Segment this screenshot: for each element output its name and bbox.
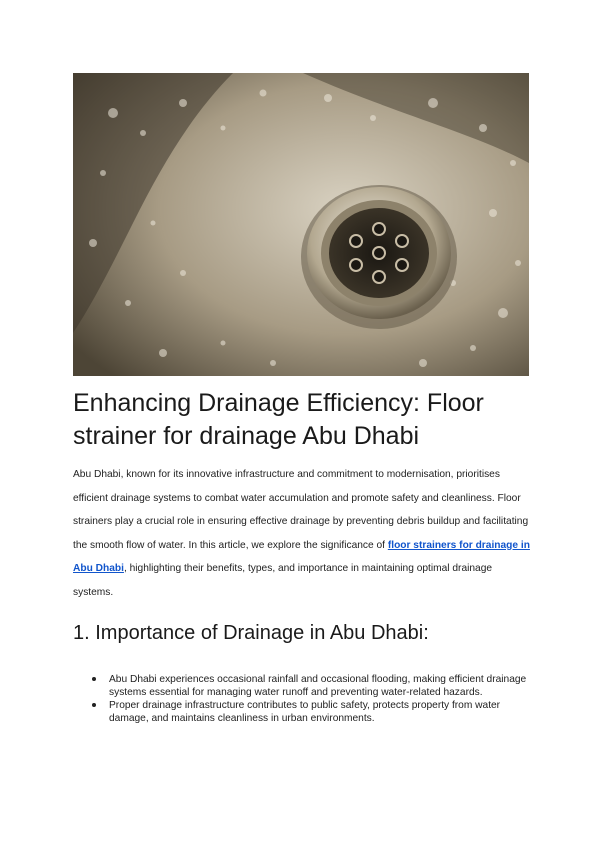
article-intro xyxy=(73,463,535,604)
section-1-bullet-list xyxy=(90,673,530,725)
list-item xyxy=(90,699,530,725)
bullet-icon xyxy=(92,677,96,681)
drain-photo xyxy=(73,73,529,376)
bullet-text: Proper drainage infrastructure contributes to public safety, protects property from water damage, and maintains cleanliness in urban environments. xyxy=(109,700,501,724)
intro-text-before-link: Abu Dhabi, known for its innovative infrastructure and commitment to modernisation, prioritises efficient drainage systems to combat water accumulation and promote safety and cleanliness. Floor strainers play a crucial role in ensuring effective drainage by preventing debris buildup and facilitating the smooth flow of water. In this article, we explore the significance of xyxy=(73,469,529,551)
article-title: Enhancing Drainage Efficiency: Floor strainer for drainage Abu Dhabi xyxy=(73,389,484,450)
intro-text-after-link: , highlighting their benefits, types, and importance in maintaining optimal drainage systems. xyxy=(73,563,493,598)
list-item xyxy=(90,673,530,699)
section-1-heading: 1. Importance of Drainage in Abu Dhabi: xyxy=(73,622,429,644)
bullet-text: Abu Dhabi experiences occasional rainfall and occasional flooding, making efficient drainage systems essential for managing water runoff and preventing water-related hazards. xyxy=(109,674,527,698)
floor-strainers-link[interactable]: floor strainers for drainage in Abu Dhabi xyxy=(73,539,530,574)
bullet-icon xyxy=(92,703,96,707)
